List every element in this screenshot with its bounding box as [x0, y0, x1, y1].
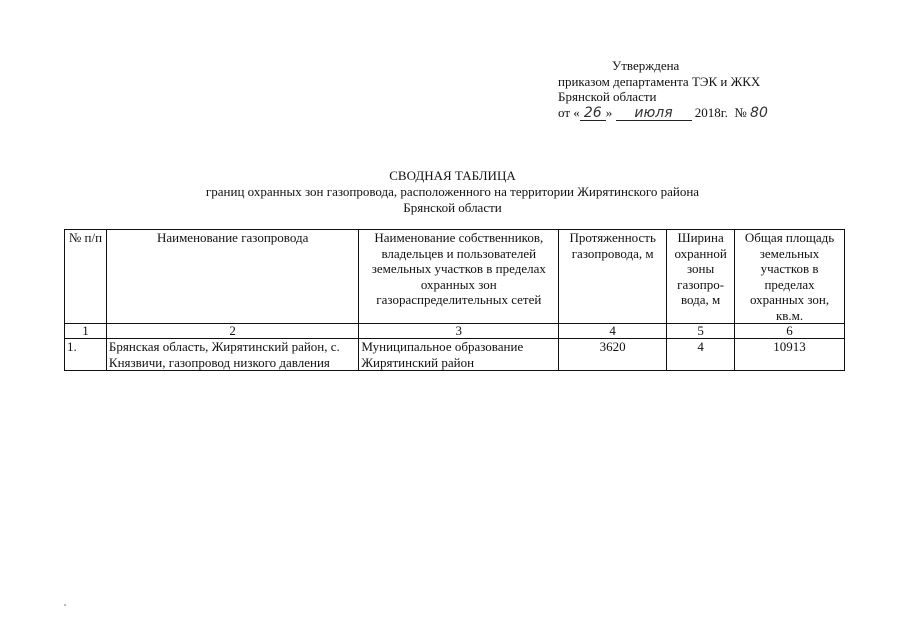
index-row	[65, 324, 845, 339]
title-line2: границ охранных зон газопровода, расположенного на территории Жирятинского района	[205, 184, 700, 199]
index-cell: 5	[667, 324, 735, 339]
date-year: 2018г.	[694, 104, 728, 120]
header-num: № п/п	[65, 230, 107, 324]
approval-title: Утверждена	[612, 58, 680, 73]
row-owners: Муниципальное образование Жирятинский район	[359, 339, 559, 371]
header-area: Общая площадь земельных участков в пределах охранных зон, кв.м.	[735, 230, 845, 324]
header-length: Протяженность газопровода, м	[559, 230, 667, 324]
approval-order: приказом департамента ТЭК и ЖКХ	[558, 73, 761, 89]
number-label: №	[734, 104, 747, 120]
header-owners: Наименование собственников, владельцев и пользователей земельных участков в пределах охранных зон газораспределительных сетей	[359, 230, 559, 324]
header-row	[65, 230, 845, 324]
approval-region: Брянской области	[558, 89, 657, 104]
header-pipeline: Наименование газопровода	[106, 230, 358, 324]
title-heading: СВОДНАЯ ТАБЛИЦА	[389, 168, 516, 183]
order-number: 80	[750, 104, 768, 121]
date-month: июля	[616, 107, 692, 121]
date-prefix: от «	[558, 104, 580, 120]
date-day: 26	[580, 107, 606, 121]
row-width: 4	[667, 339, 735, 371]
header-width: Ширина охранной зоны газопро-вода, м	[667, 230, 735, 324]
index-cell: 4	[559, 324, 667, 339]
index-cell: 3	[359, 324, 559, 339]
row-length: 3620	[559, 339, 667, 371]
document-title	[0, 168, 905, 216]
table-row	[65, 339, 845, 371]
row-num: 1.	[65, 339, 107, 371]
scan-speck	[64, 604, 66, 606]
index-cell: 1	[65, 324, 107, 339]
index-cell: 2	[106, 324, 358, 339]
date-mid: »	[605, 104, 613, 120]
index-cell: 6	[735, 324, 845, 339]
summary-table	[64, 229, 845, 371]
row-area: 10913	[735, 339, 845, 371]
approval-block	[558, 58, 768, 121]
title-line3: Брянской области	[403, 200, 502, 215]
row-pipeline: Брянская область, Жирятинский район, с. Князвичи, газопровод низкого давления	[106, 339, 358, 371]
approval-date-line	[558, 105, 768, 122]
